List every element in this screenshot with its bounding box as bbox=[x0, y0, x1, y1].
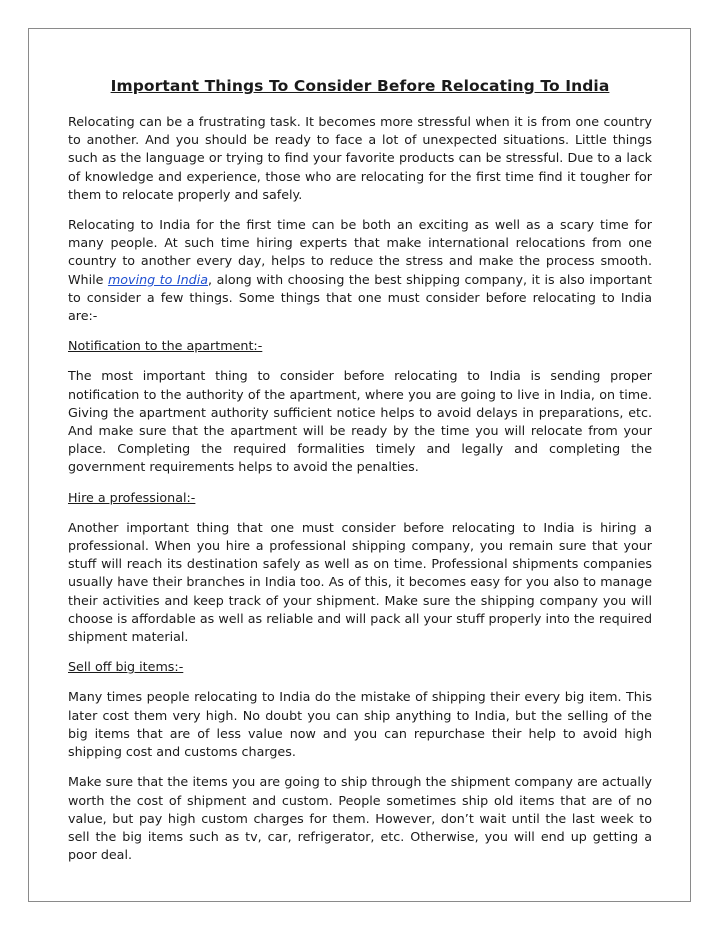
second-paragraph bbox=[68, 216, 652, 325]
intro-paragraph: Relocating can be a frustrating task. It becomes more stressful when it is from one country to another. And you should be ready to face a lot of unexpected situations. Little things such as the language or trying to find your favorite products can be stressful. Due to a lack of knowledge and experience, those who are relocating for the first time find it tougher for them to relocate properly and safely. bbox=[68, 114, 652, 202]
section-heading-hire-professional: Hire a professional:- bbox=[68, 489, 196, 505]
section-heading-sell-big-items: Sell off big items:- bbox=[68, 659, 184, 675]
document-body bbox=[68, 76, 652, 876]
section-paragraph-sell-big-items-2: Make sure that the items you are going to ship through the shipment company are actually worth the cost of shipment and custom. People sometimes ship old items that are of no value, but pay high custom charges for them. However, don’t wait until the last week to sell the big items such as tv, car, refrigerator, etc. Otherwise, you will end up getting a poor deal. bbox=[68, 774, 652, 863]
section-heading-notification: Notification to the apartment:- bbox=[68, 338, 263, 354]
document-title: Important Things To Consider Before Relocating To India bbox=[110, 77, 610, 95]
section-paragraph-notification: The most important thing to consider before relocating to India is sending proper notification to the authority of the apartment, where you are going to live in India, on time. Giving the apartment authority sufficient notice helps to avoid delays in preparations, etc. And make sure that the apartment will be ready by the time you will relocate from your place. Completing the required formalities timely and legally and completing the government requirements helps to avoid the penalties. bbox=[68, 368, 652, 475]
second-paragraph-text-before: Relocating to India for the first time can be both an exciting as well as a scary time for many people. At such time hiring experts that make international relocations from one country to another every day, helps to reduce the stress and make the process smooth. While bbox=[68, 217, 652, 287]
moving-to-india-link[interactable]: moving to India bbox=[107, 271, 209, 287]
second-paragraph-text-after: , along with choosing the best shipping company, it is also important to consider a few things. Some things that one must consider before relocating to India are:- bbox=[68, 271, 652, 324]
section-paragraph-sell-big-items-1: Many times people relocating to India do the mistake of shipping their every big item. This later cost them very high. No doubt you can ship anything to India, but the selling of the big items that are of less value now and you can repurchase their help to avoid high shipping cost and customs charges. bbox=[68, 689, 652, 760]
section-paragraph-hire-professional: Another important thing that one must consider before relocating to India is hiring a professional. When you hire a professional shipping company, you remain sure that your stuff will reach its destination safely as well as on time. Professional shipments companies usually have their branches in India too. As of this, it becomes easy for you also to manage their activities and keep track of your shipment. Make sure the shipping company you will choose is affordable as well as reliable and will pack all your stuff properly into the required shipment material. bbox=[68, 519, 652, 645]
